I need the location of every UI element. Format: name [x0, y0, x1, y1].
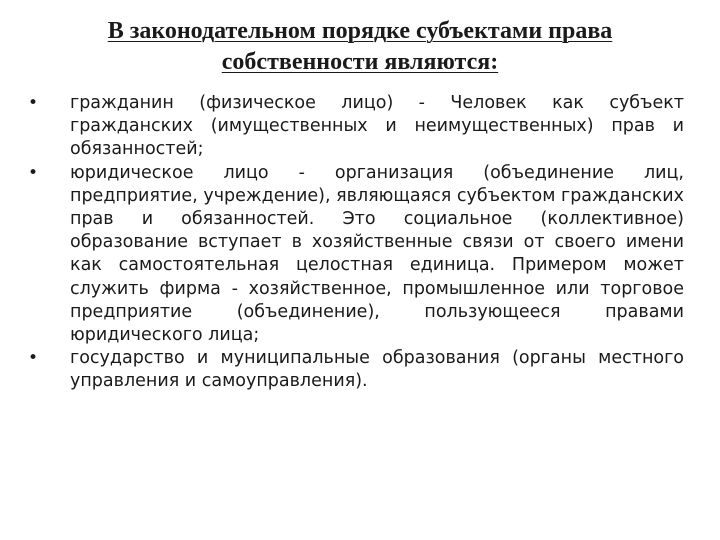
slide-title-line-1: В законодательном порядке субъектами права: [107, 18, 613, 44]
bullet-dot-icon: •: [28, 162, 39, 183]
bullet-item-state: [28, 347, 684, 393]
slide-title: [40, 16, 680, 78]
bullet-list: [28, 92, 684, 394]
bullet-text: юридическое лицо - организация (объединение лиц, предприятие, учреждение), являющаяся субъектом гражданских прав и обязанностей. Это социальное (коллективное) образование вступает в хозяйственные связи от своего имени как самостоятельная целостная единица. Примером может служить фирма - хозяйственное, промышленное или торговое предприятие (объединение), пользующееся правами юридического лица;: [70, 162, 684, 346]
slide-title-line-2: собственности являются:: [221, 49, 499, 75]
bullet-text: государство и муниципальные образования (органы местного управления и самоуправления).: [70, 348, 684, 392]
bullet-item-citizen: [28, 92, 684, 162]
bullet-item-legal-entity: [28, 162, 684, 348]
bullet-text: гражданин (физическое лицо) - Человек как субъект гражданских (имущественных и неимущественных) прав и обязанностей;: [70, 93, 684, 160]
bullet-dot-icon: •: [28, 348, 39, 369]
bullet-dot-icon: •: [28, 93, 39, 113]
